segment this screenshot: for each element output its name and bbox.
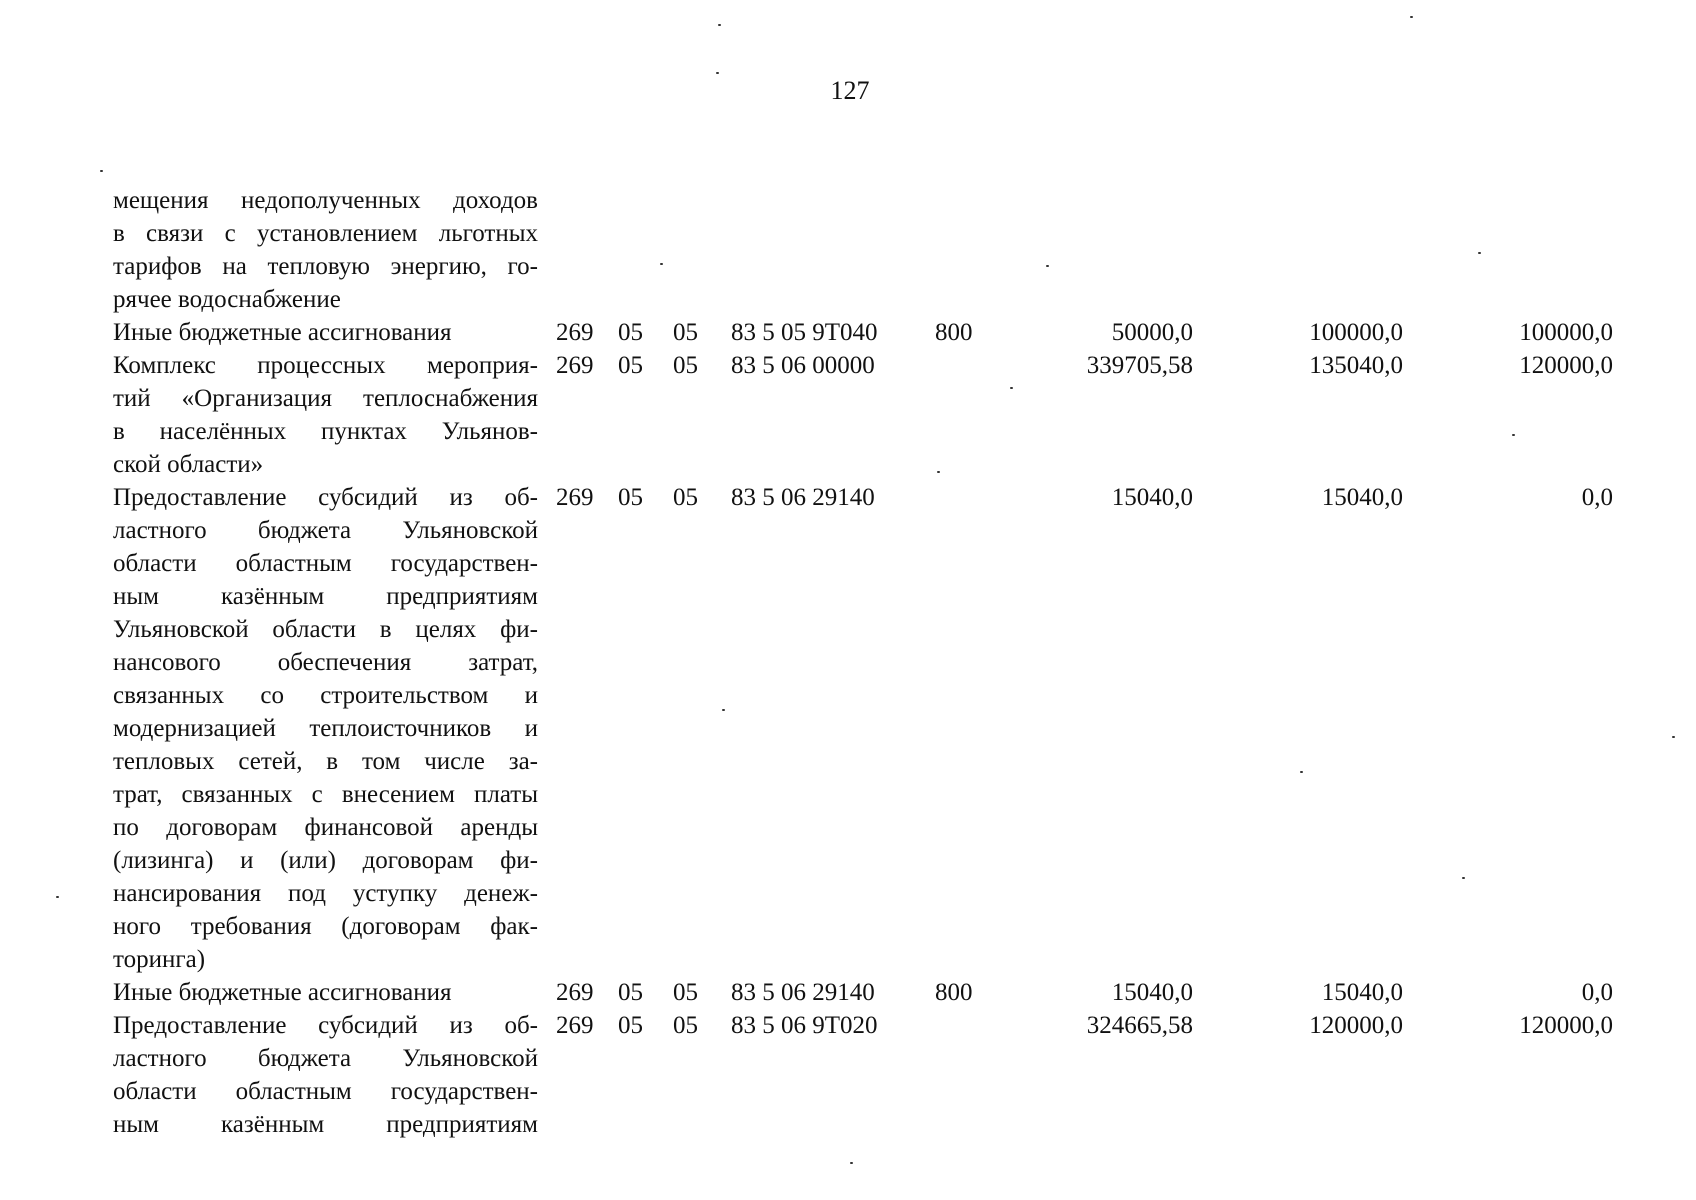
scan-speck bbox=[937, 471, 940, 473]
description-line: торинга) bbox=[113, 946, 206, 973]
description-line: в населённых пунктах Ульянов- bbox=[113, 418, 538, 445]
amount-year-3: 0,0 bbox=[1581, 484, 1613, 511]
ved-code: 269 bbox=[556, 352, 594, 379]
scan-speck bbox=[1672, 736, 1675, 738]
amount-year-1: 324665,58 bbox=[1086, 1012, 1193, 1039]
description-line: тарифов на тепловую энергию, го- bbox=[113, 253, 538, 280]
amount-year-2: 120000,0 bbox=[1309, 1012, 1403, 1039]
target-article-code: 83 5 06 29140 bbox=[731, 484, 875, 511]
section-code: 05 bbox=[618, 352, 643, 379]
scan-speck bbox=[1478, 252, 1481, 254]
ved-code: 269 bbox=[556, 1012, 594, 1039]
description-line: ного требования (договорам фак- bbox=[113, 913, 538, 940]
amount-year-1: 339705,58 bbox=[1086, 352, 1193, 379]
description-line: Предоставление субсидий из об- bbox=[113, 1012, 538, 1039]
description-line: тий «Организация теплоснабжения bbox=[113, 385, 538, 412]
description-line: связанных со строительством и bbox=[113, 682, 538, 709]
row-description bbox=[113, 349, 538, 481]
subsection-code: 05 bbox=[673, 319, 698, 346]
amount-year-2: 135040,0 bbox=[1309, 352, 1403, 379]
amount-year-2: 15040,0 bbox=[1321, 484, 1403, 511]
amount-year-3: 100000,0 bbox=[1519, 319, 1613, 346]
table-row bbox=[113, 976, 1613, 1009]
subsection-code: 05 bbox=[673, 979, 698, 1006]
description-line: ным казённым предприятиям bbox=[113, 1111, 538, 1138]
description-line: Иные бюджетные ассигнования bbox=[113, 979, 452, 1006]
description-line: ластного бюджета Ульяновской bbox=[113, 517, 538, 544]
amount-year-3: 120000,0 bbox=[1519, 352, 1613, 379]
row-description bbox=[113, 481, 538, 976]
description-line: ской области» bbox=[113, 451, 264, 478]
scan-speck bbox=[56, 896, 59, 898]
ved-code: 269 bbox=[556, 319, 594, 346]
amount-year-1: 15040,0 bbox=[1111, 484, 1193, 511]
description-line: Иные бюджетные ассигнования bbox=[113, 319, 452, 346]
section-code: 05 bbox=[618, 979, 643, 1006]
scan-speck bbox=[718, 24, 721, 26]
table-row bbox=[113, 184, 1593, 316]
table-row bbox=[113, 316, 1613, 349]
scan-speck bbox=[100, 170, 103, 172]
amount-year-3: 0,0 bbox=[1581, 979, 1613, 1006]
scan-speck bbox=[1046, 265, 1049, 267]
scan-speck bbox=[1410, 16, 1413, 18]
description-line: Ульяновской области в целях фи- bbox=[113, 616, 538, 643]
description-line: Комплекс процессных мероприя- bbox=[113, 352, 538, 379]
description-line: нансирования под уступку денеж- bbox=[113, 880, 538, 907]
description-line: ным казённым предприятиям bbox=[113, 583, 538, 610]
description-line: тепловых сетей, в том числе за- bbox=[113, 748, 538, 775]
row-description bbox=[113, 976, 538, 1009]
budget-table bbox=[113, 184, 1613, 1141]
description-line: области областным государствен- bbox=[113, 550, 538, 577]
target-article-code: 83 5 06 00000 bbox=[731, 352, 875, 379]
scan-speck bbox=[716, 72, 719, 74]
description-line: (лизинга) и (или) договорам фи- bbox=[113, 847, 538, 874]
row-description bbox=[113, 316, 538, 349]
subsection-code: 05 bbox=[673, 1012, 698, 1039]
section-code: 05 bbox=[618, 1012, 643, 1039]
row-description bbox=[113, 184, 538, 316]
table-row bbox=[113, 481, 1613, 976]
scan-speck bbox=[1462, 877, 1465, 879]
amount-year-1: 50000,0 bbox=[1111, 319, 1193, 346]
description-line: модернизацией теплоисточников и bbox=[113, 715, 538, 742]
ved-code: 269 bbox=[556, 979, 594, 1006]
scan-speck bbox=[722, 709, 725, 711]
description-line: в связи с установлением льготных bbox=[113, 220, 538, 247]
section-code: 05 bbox=[618, 484, 643, 511]
subsection-code: 05 bbox=[673, 352, 698, 379]
target-article-code: 83 5 05 9Т040 bbox=[731, 319, 878, 346]
description-line: рячее водоснабжение bbox=[113, 286, 341, 313]
expense-type-code: 800 bbox=[935, 979, 973, 1006]
expense-type-code: 800 bbox=[935, 319, 973, 346]
subsection-code: 05 bbox=[673, 484, 698, 511]
description-line: ластного бюджета Ульяновской bbox=[113, 1045, 538, 1072]
page-number: 127 bbox=[830, 76, 870, 105]
description-line: по договорам финансовой аренды bbox=[113, 814, 538, 841]
table-row bbox=[113, 1009, 1613, 1141]
description-line: мещения недополученных доходов bbox=[113, 187, 538, 214]
amount-year-2: 100000,0 bbox=[1309, 319, 1403, 346]
scan-speck bbox=[1512, 434, 1515, 436]
table-row bbox=[113, 349, 1613, 481]
description-line: области областным государствен- bbox=[113, 1078, 538, 1105]
amount-year-2: 15040,0 bbox=[1321, 979, 1403, 1006]
scan-speck bbox=[660, 263, 663, 265]
description-line: трат, связанных с внесением платы bbox=[113, 781, 538, 808]
description-line: нансового обеспечения затрат, bbox=[113, 649, 538, 676]
target-article-code: 83 5 06 9Т020 bbox=[731, 1012, 878, 1039]
target-article-code: 83 5 06 29140 bbox=[731, 979, 875, 1006]
amount-year-1: 15040,0 bbox=[1111, 979, 1193, 1006]
scan-speck bbox=[850, 1162, 853, 1164]
amount-year-3: 120000,0 bbox=[1519, 1012, 1613, 1039]
scan-speck bbox=[1010, 387, 1013, 389]
scan-speck bbox=[1300, 771, 1303, 773]
ved-code: 269 bbox=[556, 484, 594, 511]
description-line: Предоставление субсидий из об- bbox=[113, 484, 538, 511]
section-code: 05 bbox=[618, 319, 643, 346]
row-description bbox=[113, 1009, 538, 1141]
